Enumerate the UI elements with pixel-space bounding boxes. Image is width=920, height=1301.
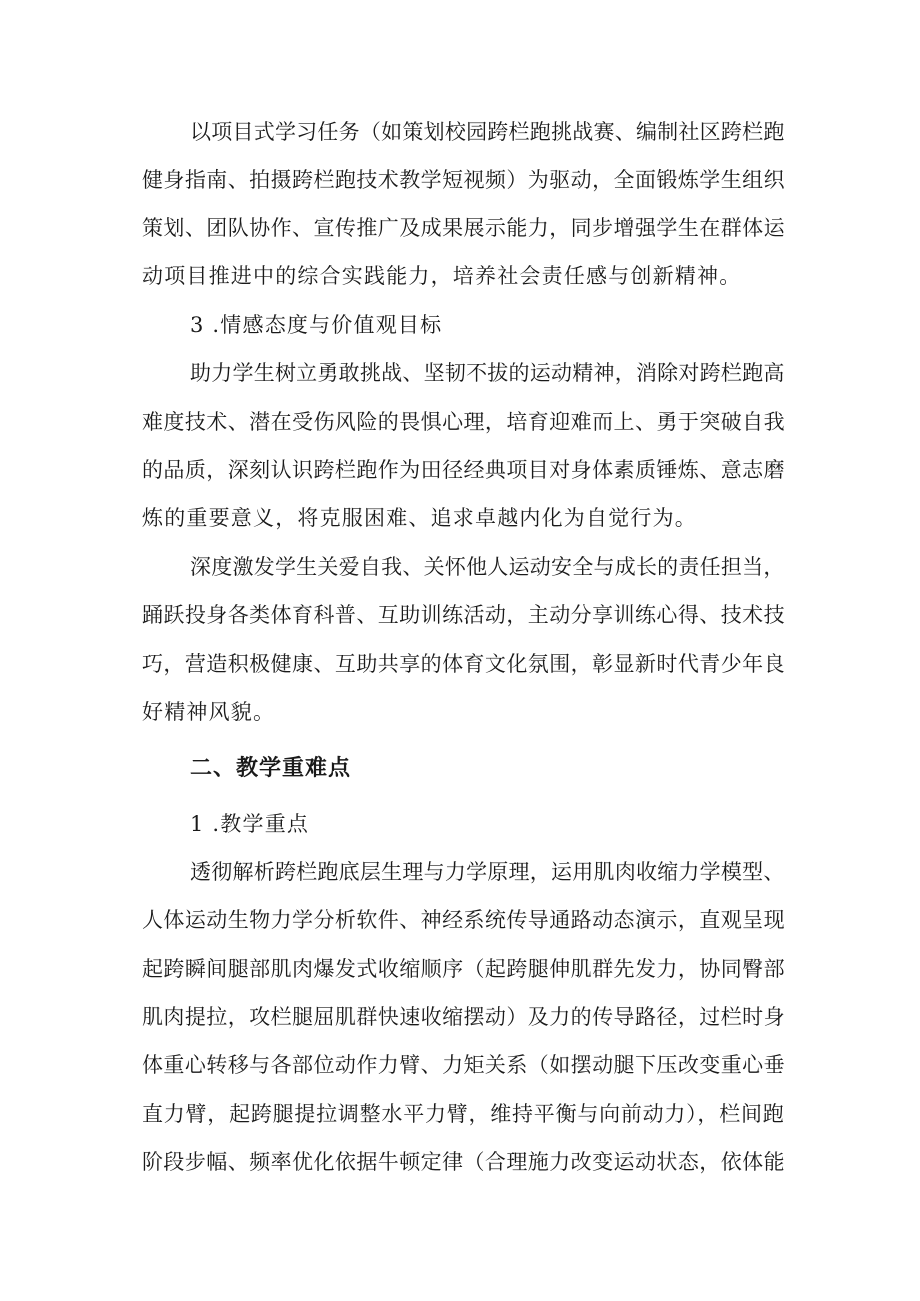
- p4-line-3: 起跨瞬间腿部肌肉爆发式收缩顺序（起跨腿伸肌群先发力，协同臀部: [142, 957, 785, 981]
- p1-line-4: 动项目推进中的综合实践能力，培养社会责任感与创新精神。: [142, 264, 742, 288]
- subheading-3: 3 .情感态度与价值观目标: [190, 313, 443, 337]
- section-title: 二、教学重难点: [190, 756, 352, 781]
- p3-line-4: 好精神风貌。: [142, 700, 276, 724]
- p4-line-4: 肌肉提拉，攻栏腿屈肌群快速收缩摆动）及力的传导路径，过栏时身: [142, 1005, 785, 1029]
- p3-line-3: 巧，营造积极健康、互助共享的体育文化氛围，彰显新时代青少年良: [142, 652, 785, 676]
- p4-line-6: 直力臂，起跨腿提拉调整水平力臂，维持平衡与向前动力），栏间跑: [142, 1102, 785, 1126]
- p1-line-2: 健身指南、拍摄跨栏跑技术教学短视频）为驱动，全面锻炼学生组织: [142, 168, 785, 192]
- p4-line-7: 阶段步幅、频率优化依据牛顿定律（合理施力改变运动状态，依体能: [142, 1150, 785, 1174]
- p4-line-2: 人体运动生物力学分析软件、神经系统传导通路动态演示，直观呈现: [142, 908, 785, 932]
- p3-line-2: 踊跃投身各类体育科普、互助训练活动，主动分享训练心得、技术技: [142, 603, 785, 627]
- p2-line-2: 难度技术、潜在受伤风险的畏惧心理，培育迎难而上、勇于突破自我: [142, 410, 785, 434]
- subheading-1: 1 .教学重点: [190, 812, 310, 836]
- p1-line-3: 策划、团队协作、宣传推广及成果展示能力，同步增强学生在群体运: [142, 216, 785, 240]
- p2-line-3: 的品质，深刻认识跨栏跑作为田径经典项目对身体素质锤炼、意志磨: [142, 458, 785, 482]
- p2-line-4: 炼的重要意义，将克服困难、追求卓越内化为自觉行为。: [142, 506, 697, 530]
- p1-line-1: 以项目式学习任务（如策划校园跨栏跑挑战赛、编制社区跨栏跑: [190, 120, 785, 144]
- p4-line-1: 透彻解析跨栏跑底层生理与力学原理，运用肌肉收缩力学模型、: [190, 860, 785, 884]
- p4-line-5: 体重心转移与各部位动作力臂、力矩关系（如摆动腿下压改变重心垂: [142, 1053, 785, 1077]
- p3-line-1: 深度激发学生关爱自我、关怀他人运动安全与成长的责任担当，: [190, 555, 785, 579]
- p2-line-1: 助力学生树立勇敢挑战、坚韧不拔的运动精神，消除对跨栏跑高: [190, 361, 785, 385]
